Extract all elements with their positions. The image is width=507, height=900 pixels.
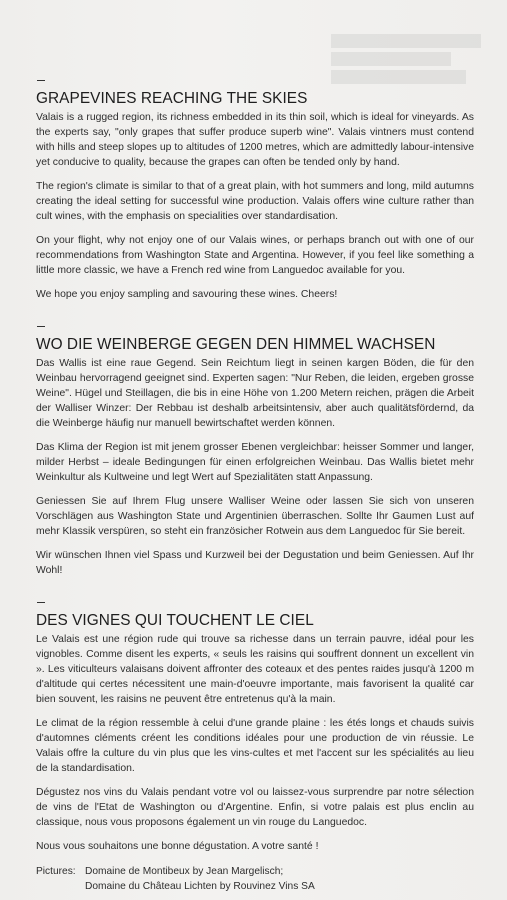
paragraph: On your flight, why not enjoy one of our Valais wines, or perhaps branch out with one of our recommendations from Washington State and Argentina. However, if you feel like something a little more classic, we have a French red wine from Languedoc available for you.: [36, 235, 474, 276]
picture-credits: [36, 864, 474, 894]
section-title: WO DIE WEINBERGE GEGEN DEN HIMMEL WACHSEN: [36, 336, 436, 353]
section-german: [36, 326, 474, 578]
paragraph: Le climat de la région ressemble à celui d'une grande plaine : les étés longs et chauds suivis d'automnes cléments créent les conditions idéales pour une production de vin réussie. Le Valais offre la culture du vin plus que les vins-cultes et met l'accent sur les spécialités au lieu de la standardisation.: [36, 718, 474, 774]
paragraph: Das Klima der Region ist mit jenem grosser Ebenen vergleichbar: heisser Sommer und langer, milder Herbst – ideale Bedingungen für einen erfolgreichen Weinbau. Das Wallis bietet mehr Weinkultur als Kultweine und legt Wert auf Spezialitäten statt Anpassung.: [36, 442, 474, 483]
paragraph: Dégustez nos vins du Valais pendant votre vol ou laissez-vous surprendre par notre sélection de vins de l'Etat de Washington ou d'Argentine. Enfin, si votre palais est plus enclin au classique, nous vous proposons également un vin rouge du Languedoc.: [36, 787, 474, 828]
section-dash: [37, 602, 45, 603]
paragraph: Geniessen Sie auf Ihrem Flug unsere Walliser Weine oder lassen Sie sich von unseren Vorschlägen aus Washington State und Argentinien überraschen. Sollte Ihr Gaumen Lust auf mehr Klassik verspüren, so steht ein französicher Rotwein aus dem Languedoc für Sie bereit.: [36, 496, 474, 537]
paragraph: Das Wallis ist eine raue Gegend. Sein Reichtum liegt in seinen kargen Böden, die für den Weinbau hervorragend geeignet sind. Experten sagen: "Nur Reben, die leiden, ergeben grosse Weine". Hügel und Steillagen, die bis in eine Höhe von 1.200 Metern reichen, prägen die Arbeit der Walliser Winzer: Der Rebbau ist deshalb arbeitsintensiv, aber auch qualitätsfördernd, da die Weinberge häufig nur manuell bewirtschaftet werden können.: [36, 358, 474, 429]
credit-line: Domaine du Château Lichten by Rouvinez Vins SA: [85, 881, 315, 892]
section-french: [36, 602, 474, 854]
content-column: [36, 80, 474, 894]
section-english: [36, 80, 474, 302]
section-dash: [37, 326, 45, 327]
section-title: GRAPEVINES REACHING THE SKIES: [36, 90, 308, 107]
credit-line: Domaine de Montibeux by Jean Margelisch;: [85, 866, 284, 877]
paragraph: Nous vous souhaitons une bonne dégustation. A votre santé !: [36, 841, 319, 852]
paragraph: Le Valais est une région rude qui trouve sa richesse dans un terrain pauvre, idéal pour les vignobles. Comme disent les experts, « seuls les raisins qui souffrent donnent un excellent vin ». Les viticulteurs valaisans doivent affronter des coteaux et des pentes raides jusqu'à 1200 m d'altitude qui certes nécessitent une main-d'oeuvre importante, mais favorisent la qualité car bien souvent, les raisins ne peuvent être entretenus qu'à la main.: [36, 634, 474, 705]
credits-label: Pictures:: [36, 866, 76, 877]
paragraph: Valais is a rugged region, its richness embedded in its thin soil, which is ideal for vineyards. As the experts say, "only grapes that suffer produce superb wine". Valais vintners must contend with hills and steep slopes up to altitudes of 1200 metres, which are admittedly labour-intensive yet conducive to quality, because the grapes can often be tended only by hand.: [36, 112, 474, 168]
paragraph: We hope you enjoy sampling and savouring these wines. Cheers!: [36, 289, 338, 300]
section-title: DES VIGNES QUI TOUCHENT LE CIEL: [36, 612, 314, 629]
section-dash: [37, 80, 45, 81]
paragraph: Wir wünschen Ihnen viel Spass und Kurzweil bei der Degustation und beim Geniessen. Auf Ihr Wohl!: [36, 550, 474, 576]
paragraph: The region's climate is similar to that of a great plain, with hot summers and long, mild autumns creating the ideal setting for successful wine production. Valais offers wine culture rather than cult wines, with the emphasis on specialities over standardisation.: [36, 181, 474, 222]
